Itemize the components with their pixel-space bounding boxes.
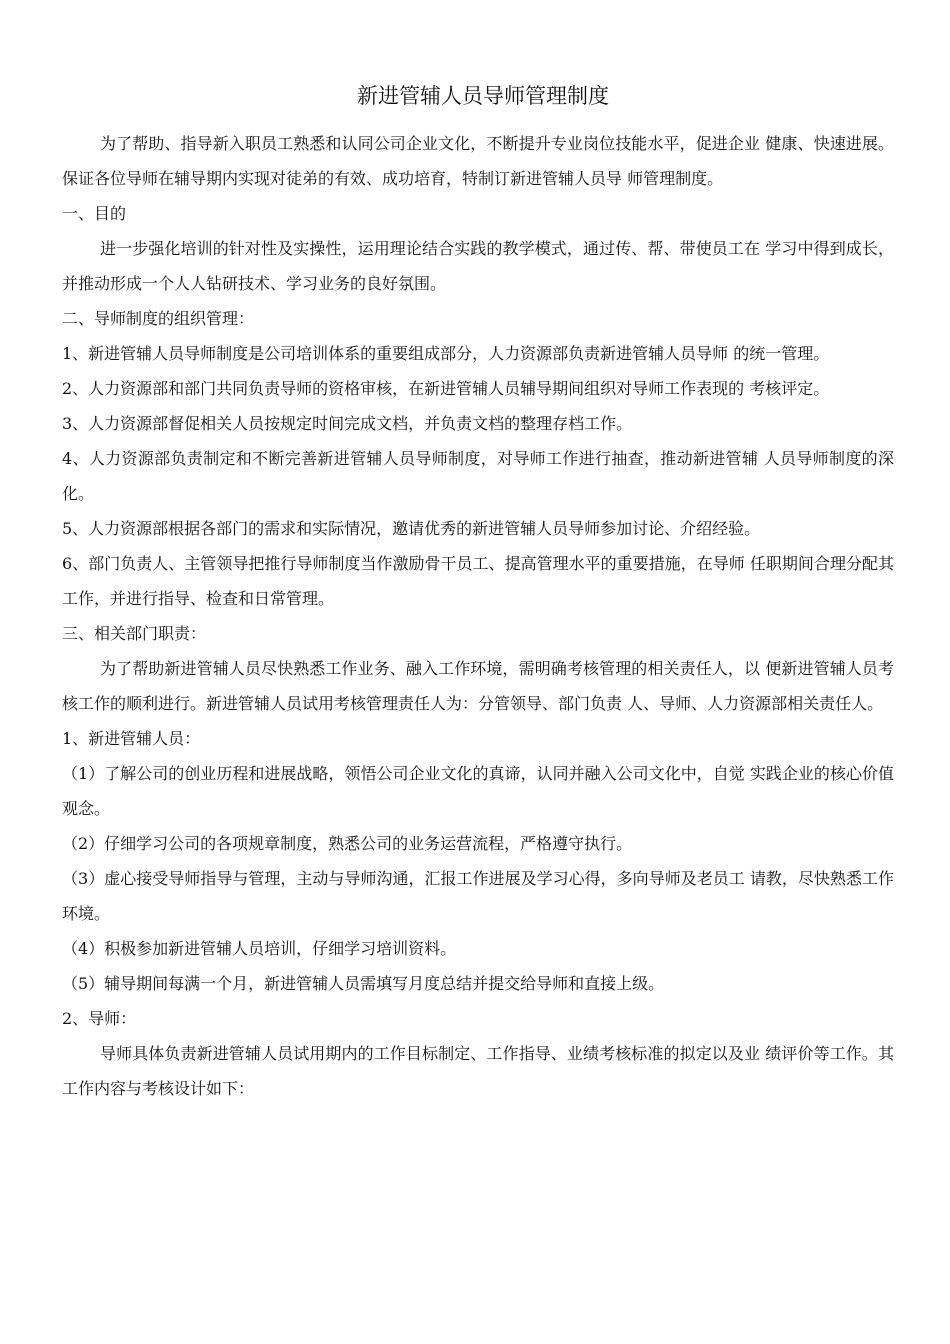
organization-item: 3、人力资源部督促相关人员按规定时间完成文档，并负责文档的整理存档工作。 bbox=[62, 414, 633, 433]
subsection-heading-mentor: 2、导师： bbox=[62, 1009, 137, 1028]
mentor-paragraph: 导师具体负责新进管辅人员试用期内的工作目标制定、工作指导、业绩考核标准的拟定以及业 绩评价等工作。其工作内容与考核设计如下： bbox=[62, 1044, 894, 1098]
organization-item: 6、部门负责人、主管领导把推行导师制度当作激励骨干员工、提高管理水平的重要措施，在导师 任职期间合理分配其工作，并进行指导、检查和日常管理。 bbox=[62, 554, 894, 608]
document-page bbox=[62, 80, 894, 1106]
section-heading-organization: 二、导师制度的组织管理： bbox=[62, 309, 255, 328]
new-staff-item: （1）了解公司的创业历程和进展战略，领悟公司企业文化的真谛，认同并融入公司文化中，自觉 实践企业的核心价值观念。 bbox=[62, 764, 894, 818]
new-staff-item: （2）仔细学习公司的各项规章制度，熟悉公司的业务运营流程，严格遵守执行。 bbox=[62, 834, 633, 853]
intro-paragraph: 为了帮助、指导新入职员工熟悉和认同公司企业文化，不断提升专业岗位技能水平，促进企业 健康、快速进展。保证各位导师在辅导期内实现对徒弟的有效、成功培育，特制订新进管辅人员导 师管理制度。 bbox=[62, 134, 894, 188]
section-heading-responsibilities: 三、相关部门职责： bbox=[62, 624, 207, 643]
organization-item: 1、新进管辅人员导师制度是公司培训体系的重要组成部分，人力资源部负责新进管辅人员导师 的统一管理。 bbox=[62, 344, 830, 363]
new-staff-item: （5）辅导期间每满一个月，新进管辅人员需填写月度总结并提交给导师和直接上级。 bbox=[62, 974, 665, 993]
organization-item: 4、人力资源部负责制定和不断完善新进管辅人员导师制度，对导师工作进行抽查，推动新进管辅 人员导师制度的深化。 bbox=[62, 449, 894, 503]
responsibilities-intro: 为了帮助新进管辅人员尽快熟悉工作业务、融入工作环境，需明确考核管理的相关责任人，以 便新进管辅人员考核工作的顺利进行。新进管辅人员试用考核管理责任人为：分管领导、部门负责 人、导师、人力资源部相关责任人。 bbox=[62, 659, 894, 713]
new-staff-item: （3）虚心接受导师指导与管理，主动与导师沟通，汇报工作进展及学习心得，多向导师及老员工 请教，尽快熟悉工作环境。 bbox=[62, 869, 894, 923]
organization-item: 5、人力资源部根据各部门的需求和实际情况，邀请优秀的新进管辅人员导师参加讨论、介绍经验。 bbox=[62, 519, 761, 538]
purpose-paragraph: 进一步强化培训的针对性及实操性，运用理论结合实践的教学模式，通过传、帮、带使员工在 学习中得到成长，并推动形成一个人人钻研技术、学习业务的良好氛围。 bbox=[62, 239, 894, 293]
document-title: 新进管辅人员导师管理制度 bbox=[357, 84, 609, 108]
organization-item: 2、人力资源部和部门共同负责导师的资格审核，在新进管辅人员辅导期间组织对导师工作表现的 考核评定。 bbox=[62, 379, 830, 398]
new-staff-item: （4）积极参加新进管辅人员培训，仔细学习培训资料。 bbox=[62, 939, 457, 958]
section-heading-purpose: 一、目的 bbox=[62, 204, 127, 223]
subsection-heading-new-staff: 1、新进管辅人员： bbox=[62, 729, 201, 748]
